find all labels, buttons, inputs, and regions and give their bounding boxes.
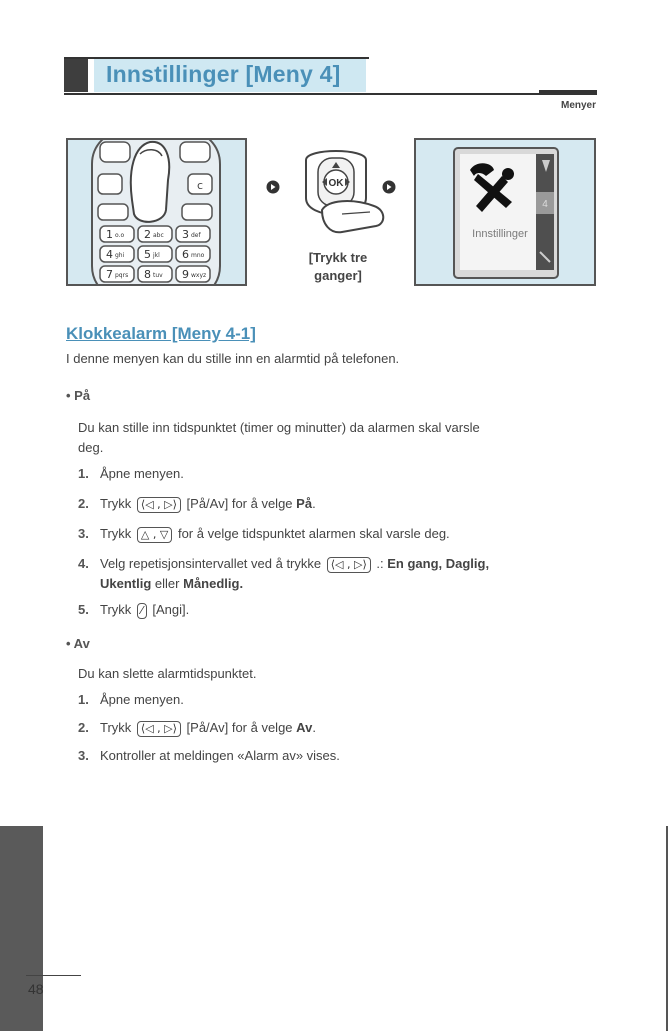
page-number: 48	[28, 981, 44, 997]
soft-key-icon: ⁄	[137, 603, 147, 619]
page-title: Innstillinger [Meny 4]	[106, 61, 341, 87]
section-tag: Menyer	[560, 100, 596, 111]
keypad-key-1	[100, 226, 134, 242]
keypad-key-5	[138, 246, 172, 262]
svg-text:mno: mno	[191, 252, 205, 259]
screen-illustration	[414, 138, 596, 286]
nav-caption-line2: ganger]	[314, 268, 362, 283]
svg-text:8: 8	[144, 268, 151, 281]
svg-text:3: 3	[182, 228, 189, 241]
left-right-key-icon: ⟨◁ , ▷⟩	[137, 721, 181, 737]
keypad-key-2	[138, 226, 172, 242]
svg-text:2: 2	[144, 228, 151, 241]
av-step-3: 3. Kontroller at meldingen «Alarm av» vises.	[78, 748, 340, 763]
svg-text:o.o: o.o	[115, 232, 125, 239]
keypad-key-6	[176, 246, 210, 262]
chapter-side-tab	[0, 826, 43, 1031]
bullet-pa: • På	[66, 388, 91, 403]
keypad-key-8	[138, 266, 172, 282]
nav-caption	[268, 249, 408, 285]
svg-text:def: def	[191, 232, 201, 239]
svg-text:tuv: tuv	[153, 272, 163, 279]
header-dark-block	[64, 59, 88, 92]
keypad-key-4	[100, 246, 134, 262]
svg-text:abc: abc	[153, 232, 164, 239]
bullet-av: • Av	[66, 636, 90, 651]
svg-text:jkl: jkl	[153, 252, 160, 259]
arrow-right-icon	[266, 180, 280, 194]
svg-text:7: 7	[106, 268, 113, 281]
keypad-key-7	[100, 266, 134, 282]
svg-text:wxyz: wxyz	[191, 272, 207, 279]
pa-step-1: 1. Åpne menyen.	[78, 466, 184, 481]
svg-text:5: 5	[144, 248, 151, 261]
up-down-key-icon: △ , ▽	[137, 527, 172, 543]
section-intro: I denne menyen kan du stille inn en alarmtid på telefonen.	[66, 351, 400, 366]
phone-screen-icon	[416, 140, 594, 284]
phone-keypad-icon	[68, 140, 245, 284]
header-rule-accent	[539, 90, 597, 94]
ok-key-label: OK	[328, 178, 344, 189]
screen-index: 4	[542, 199, 548, 210]
svg-text:4: 4	[106, 248, 113, 261]
pa-desc-line1: Du kan stille inn tidspunktet (timer og minutter) da alarmen skal varsle	[78, 420, 480, 435]
screen-label: Innstillinger	[472, 228, 528, 240]
keypad-illustration	[66, 138, 247, 286]
section-heading: Klokkealarm [Meny 4-1]	[66, 324, 256, 343]
pa-step-3: 3. Trykk △ , ▽ for å velge tidspunktet alarmen skal varsle deg.	[78, 526, 450, 541]
right-edge-line	[666, 826, 668, 1031]
svg-text:1: 1	[106, 228, 113, 241]
nav-key-illustration	[282, 140, 390, 250]
svg-text:9: 9	[182, 268, 189, 281]
pa-description	[78, 418, 588, 458]
nav-key-icon	[282, 140, 390, 250]
svg-text:ghi: ghi	[115, 252, 125, 259]
pa-step-5: 5. Trykk ⁄ [Angi].	[78, 602, 190, 617]
pa-desc-line2: deg.	[78, 440, 104, 455]
av-step-1: 1. Åpne menyen.	[78, 692, 184, 707]
nav-caption-line1: [Trykk tre	[308, 250, 368, 265]
footer-line	[26, 975, 81, 976]
header-rule	[64, 93, 597, 95]
pa-step-2: 2. Trykk ⟨◁ , ▷⟩ [På/Av] for å velge På.	[78, 496, 316, 511]
keypad-key-3	[176, 226, 210, 242]
keypad-key-9	[176, 266, 210, 282]
av-description: Du kan slette alarmtidspunktet.	[78, 666, 257, 681]
av-step-2: 2. Trykk ⟨◁ , ▷⟩ [På/Av] for å velge Av.	[78, 720, 316, 735]
left-right-key-icon: ⟨◁ , ▷⟩	[327, 557, 371, 573]
pa-step-4: 4. Velg repetisjonsintervallet ved å trykke ⟨◁ , ▷⟩ .: En gang, Daglig, Ukentlig eller Månedlig.	[78, 556, 490, 591]
svg-text:pqrs: pqrs	[115, 272, 129, 279]
c-key-label: c	[196, 179, 204, 192]
svg-text:6: 6	[182, 248, 189, 261]
left-right-key-icon: ⟨◁ , ▷⟩	[137, 497, 181, 513]
